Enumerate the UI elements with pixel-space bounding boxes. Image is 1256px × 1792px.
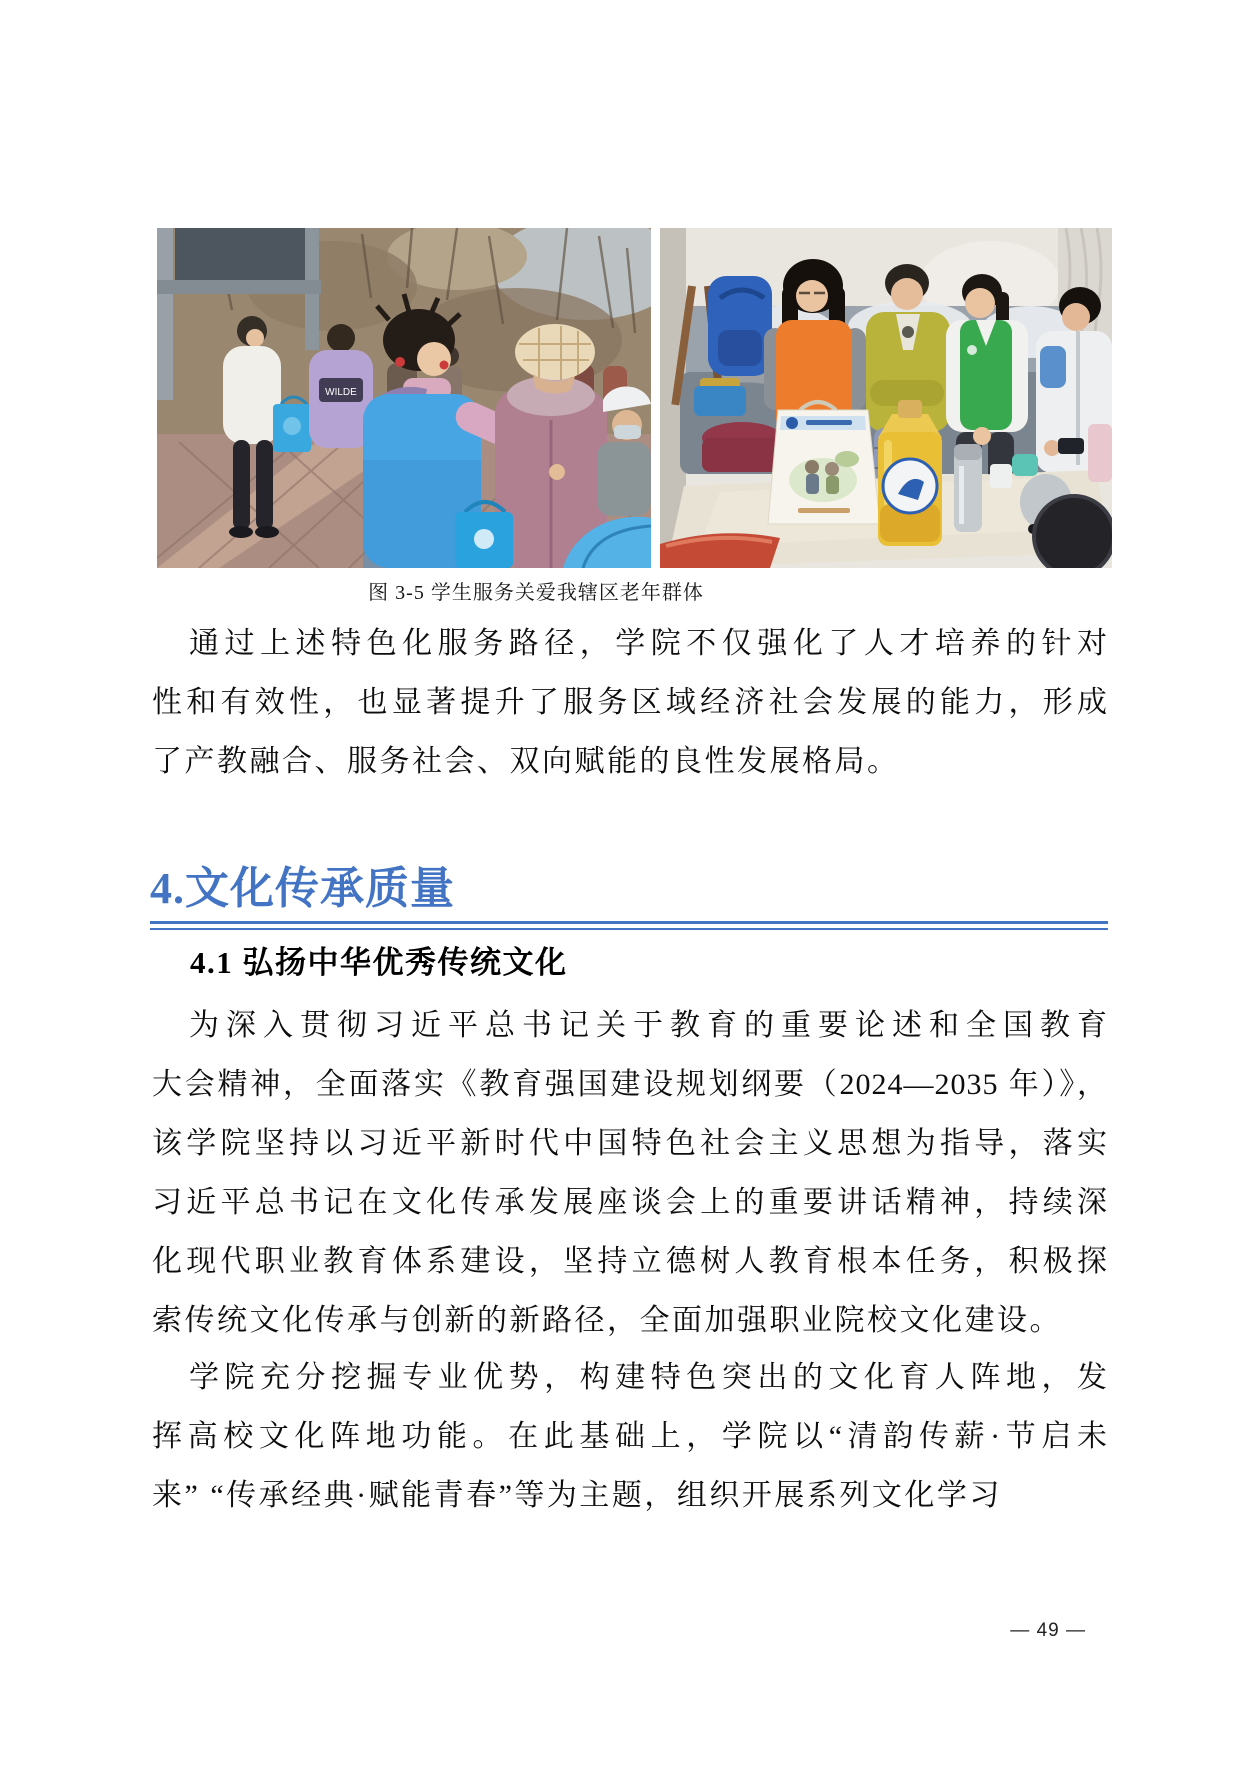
page-number: — 49 —: [1010, 1620, 1086, 1641]
photo-home-visit: [660, 228, 1112, 568]
photo-community-outreach-art: [157, 228, 651, 568]
text-line: 为深入贯彻习近平总书记关于教育的重要论述和全国教育: [189, 1009, 1108, 1042]
text-line: 学院充分挖掘专业优势，构建特色突出的文化育人阵地，发: [189, 1361, 1108, 1394]
figure-3-5-images: [157, 228, 1112, 568]
text-line: 索传统文化传承与创新的新路径，全面加强职业院校文化建设。: [152, 1304, 1062, 1337]
section-heading-text: 4.文化传承质量: [150, 864, 455, 913]
text-line: 挥高校文化阵地功能。在此基础上，学院以“清韵传薪·节启未: [152, 1420, 1108, 1453]
subsection-heading-4-1: 4.1 弘扬中华优秀传统文化: [190, 945, 568, 980]
text-line: 化现代职业教育体系建设，坚持立德树人教育根本任务，积极探: [152, 1245, 1108, 1278]
paragraph-culture-platform: [152, 1348, 1108, 1525]
paragraph-culture-intro: [152, 996, 1108, 1350]
paragraph-service-summary: [152, 614, 1108, 791]
text-line: 来” “传承经典·赋能青春”等为主题，组织开展系列文化学习: [152, 1479, 1002, 1512]
figure-caption: 图 3-5 学生服务关爱我辖区老年群体: [368, 582, 704, 604]
text-line: 性和有效性，也显著提升了服务区域经济社会发展的能力，形成: [152, 686, 1108, 719]
text-line: 通过上述特色化服务路径，学院不仅强化了人才培养的针对: [189, 627, 1108, 660]
text-line: 该学院坚持以习近平新时代中国特色社会主义思想为指导，落实: [152, 1127, 1108, 1160]
text-line: 了产教融合、服务社会、双向赋能的良性发展格局。: [152, 745, 900, 778]
vest-brand-text: WILDE: [325, 387, 357, 398]
photo-home-visit-art: [660, 228, 1112, 568]
section-heading-4: [150, 862, 1108, 916]
text-line: 大会精神，全面落实《教育强国建设规划纲要（2024—2035 年）》，: [152, 1068, 1108, 1101]
photo-community-outreach: [157, 228, 651, 568]
text-line: 习近平总书记在文化传承发展座谈会上的重要讲话精神，持续深: [152, 1186, 1108, 1219]
section-heading-underline: [150, 921, 1108, 930]
